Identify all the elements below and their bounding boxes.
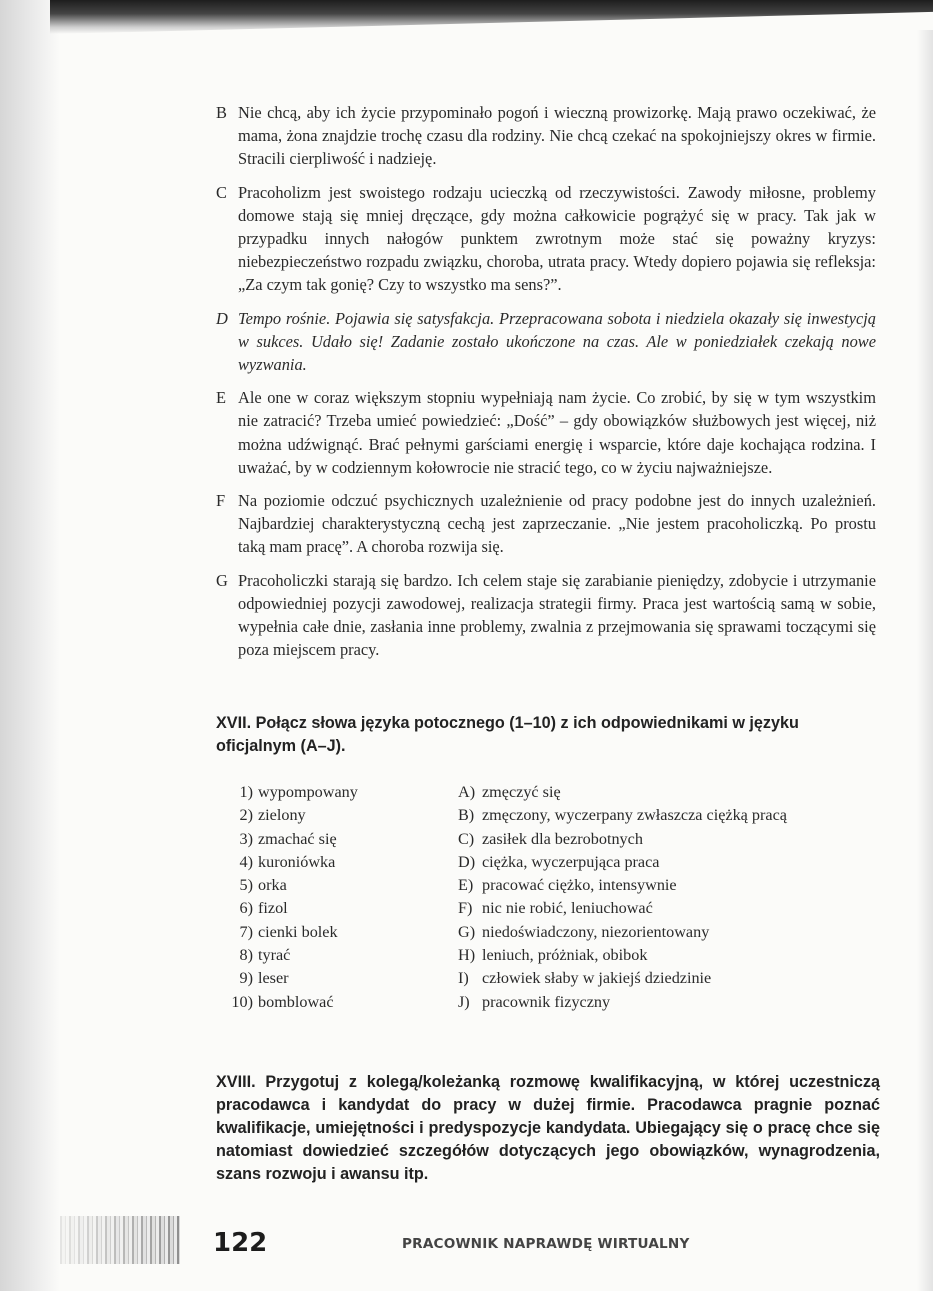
list-item: [215, 874, 415, 897]
list-item: [458, 967, 878, 990]
item-number: 6): [239, 899, 253, 918]
fragment-letter: B: [216, 103, 227, 122]
item-number: 9): [239, 969, 253, 988]
fragment-letter: C: [216, 182, 227, 202]
item-letter: I): [458, 969, 469, 988]
item-letter: D): [458, 852, 476, 871]
item-word: kuroniówka: [258, 852, 336, 871]
item-meaning: pracować ciężko, intensywnie: [482, 876, 677, 895]
fragment-e: [216, 386, 876, 479]
running-title: PRACOWNIK NAPRAWDĘ WIRTUALNY: [402, 1236, 690, 1252]
list-item: [458, 897, 878, 920]
list-item: [215, 781, 415, 804]
list-item: [458, 828, 878, 851]
item-meaning: zmęczyć się: [482, 783, 561, 801]
item-meaning: ciężka, wyczerpująca praca: [482, 852, 660, 871]
scan-shadow-right: [917, 30, 933, 1291]
scan-shadow-top: [50, 0, 933, 34]
list-item: [215, 897, 415, 920]
list-item: [215, 944, 415, 967]
fragment-c: [216, 181, 876, 297]
fragment-text: Pracoholiczki starają się bardzo. Ich celem staje się zarabianie pieniędzy, zdobycie i utrzymanie odpowiedniej pozycji zawodowej, realizacja strategii firmy. Praca jest wartością samą w sobie, wypełnia całe dnie, zasłania inne problemy, zwalnia z przejmowania się sprawami toczącymi się poza miejscem pracy.: [238, 570, 876, 660]
colloquial-words-list: [215, 781, 415, 1014]
item-word: zmachać się: [258, 829, 337, 848]
fragment-g: [216, 569, 876, 662]
list-item: [215, 921, 415, 944]
page-number: 122: [213, 1228, 268, 1258]
item-number: 1): [239, 783, 253, 801]
fragment-d: [216, 307, 876, 377]
item-meaning: pracownik fizyczny: [482, 992, 611, 1011]
fragment-text: Tempo rośnie. Pojawia się satysfakcja. Przepracowana sobota i niedziela okazały się inwestycją w sukces. Udało się! Zadanie zostało ukończone na czas. Ale w poniedziałek czekają nowe wyzwania.: [238, 308, 876, 375]
fragment-f: [216, 489, 876, 559]
item-word: orka: [258, 876, 287, 895]
fragment-text: Na poziomie odczuć psychicznych uzależnienie od pracy podobne jest do innych uzależnień. Najbardziej charakterystyczną cechą jest zaprzeczanie. „Nie jestem pracoholiczką. Po prostu taką mam pracę”. A choroba rozwija się.: [238, 491, 876, 557]
official-meanings-list: [458, 781, 878, 1014]
fragment-text: Pracoholizm jest swoistego rodzaju ucieczką od rzeczywistości. Zawody miłosne, problemy domowe stają się mniej dręczące, gdy można całkowicie pogrążyć się w pracy. Tak jak w przypadku innych nałogów punktem zwrotnym może stać się poważny kryzys: niebezpieczeństwo rozpadu związku, choroba, utrata pracy. Wtedy dopiero pojawia się refleksja: „Za czym tak gonię? Czy to wszystko ma sens?”.: [238, 182, 876, 295]
fragment-letter: G: [216, 570, 228, 590]
list-item: [458, 921, 878, 944]
list-item: [458, 874, 878, 897]
item-letter: A): [458, 783, 476, 801]
item-number: 8): [239, 946, 253, 965]
scan-shadow-left: [0, 0, 60, 1291]
item-number: 5): [239, 876, 253, 895]
item-word: bomblować: [258, 992, 334, 1011]
fragment-letter: E: [216, 388, 227, 408]
item-meaning: leniuch, próżniak, obibok: [482, 946, 648, 965]
item-letter: E): [458, 876, 474, 895]
item-number: 4): [239, 852, 253, 871]
exercise-18-heading: XVIII. Przygotuj z kolegą/koleżanką rozmowę kwalifikacyjną, w której uczestniczą pracodawca i kandydat do pracy w dużej firmie. Pracodawca pragnie poznać kwalifikacje, umiejętności i predyspozycje kandydata. Ubiegający się o pracę chce się natomiast dowiedzieć szczegółów dotyczących jego obowiązków, wynagrodzenia, szans rozwoju i awansu itp.: [216, 1073, 880, 1183]
footer-decoration: [60, 1216, 180, 1264]
item-meaning: nic nie robić, leniuchować: [482, 899, 653, 918]
list-item: [215, 804, 415, 827]
fragment-text: Nie chcą, aby ich życie przypominało pogoń i wieczną prowizorkę. Mają prawo oczekiwać, że mama, żona znajdzie trochę czasu dla rodziny. Nie chcą czekać na spokojniejszy okres w firmie. Stracili cierpliwość i nadzieję.: [238, 103, 876, 169]
list-item: [215, 851, 415, 874]
fragment-letter: F: [216, 491, 226, 511]
list-item: [215, 967, 415, 990]
item-letter: H): [458, 946, 476, 965]
item-meaning: zasiłek dla bezrobotnych: [482, 829, 643, 848]
item-word: leser: [258, 969, 289, 988]
list-item: [458, 781, 878, 804]
item-word: tyrać: [258, 946, 291, 965]
fragment-text: Ale one w coraz większym stopniu wypełniają nam życie. Co zrobić, by się w tym wszystkim nie zatracić? Trzeba umieć powiedzieć: „Dość” – gdy obowiązków służbowych jest więcej, niż można udźwignąć. Brać pełnymi garściami energię i wsparcie, które daje kochająca rodzina. I uważać, by w codziennym kołowrocie nie stracić tego, co w życiu najważniejsze.: [238, 388, 876, 477]
item-word: zielony: [258, 806, 306, 825]
exercise-17-heading: XVII. Połącz słowa języka potocznego (1–10) z ich odpowiednikami w języku oficjalnym (A–J).: [216, 714, 799, 755]
list-item: [458, 851, 878, 874]
item-word: cienki bolek: [258, 922, 338, 941]
item-meaning: niedoświadczony, niezorientowany: [482, 922, 710, 941]
text-fragments: [216, 101, 876, 671]
fragment-letter: D: [216, 308, 228, 328]
item-letter: B): [458, 806, 475, 825]
item-letter: C): [458, 829, 475, 848]
item-number: 2): [239, 806, 253, 825]
item-letter: J): [458, 992, 470, 1011]
list-item: [458, 804, 878, 827]
item-meaning: człowiek słaby w jakiejś dziedzinie: [482, 969, 712, 988]
item-number: 10): [231, 992, 253, 1011]
list-item: [215, 991, 415, 1014]
item-letter: F): [458, 899, 473, 918]
fragment-b: [216, 101, 876, 171]
list-item: [458, 991, 878, 1014]
item-word: wypompowany: [258, 783, 358, 801]
item-number: 7): [239, 922, 253, 941]
item-word: fizol: [258, 899, 288, 918]
list-item: [458, 944, 878, 967]
item-letter: G): [458, 922, 476, 941]
item-meaning: zmęczony, wyczerpany zwłaszcza ciężką pracą: [482, 806, 787, 825]
item-number: 3): [239, 829, 253, 848]
list-item: [215, 828, 415, 851]
